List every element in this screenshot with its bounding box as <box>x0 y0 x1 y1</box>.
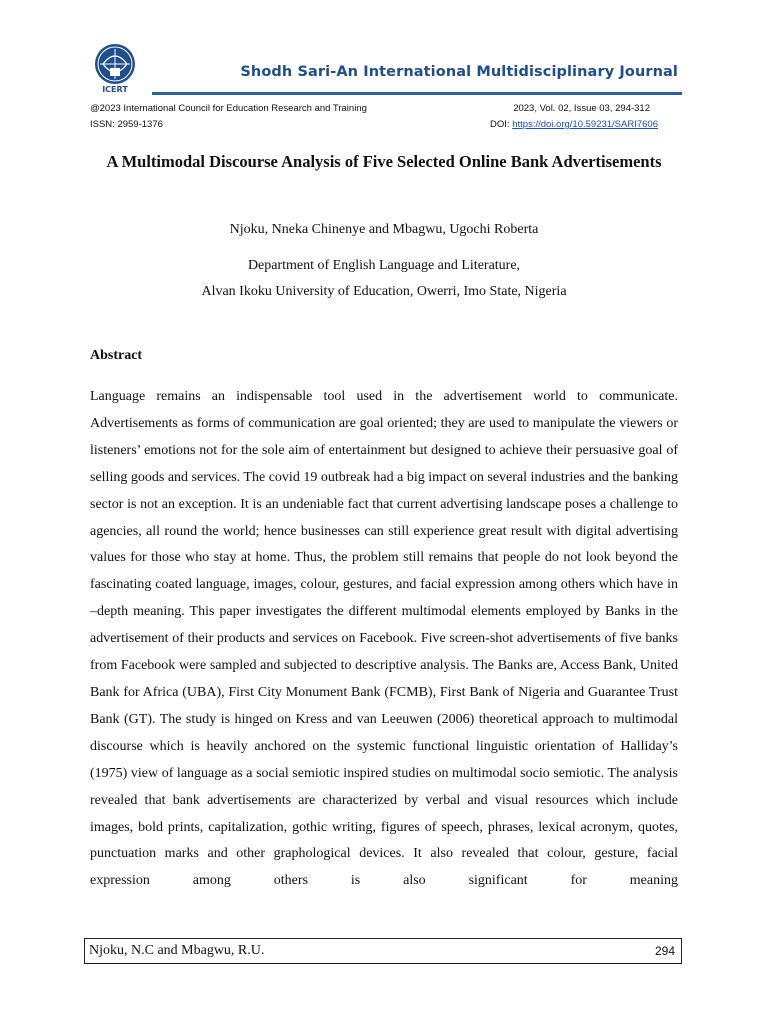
volume-line: 2023, Vol. 02, Issue 03, 294-312 <box>513 103 650 114</box>
abstract-heading: Abstract <box>90 348 143 363</box>
university-line: Alvan Ikoku University of Education, Owerri, Imo State, Nigeria <box>201 284 567 299</box>
issn-line: ISSN: 2959-1376 <box>90 119 163 130</box>
journal-header <box>0 0 768 130</box>
department-line: Department of English Language and Literature, <box>247 258 521 273</box>
doi-link[interactable]: https://doi.org/10.59231/SARI7606 <box>512 119 658 130</box>
header-divider <box>152 92 682 95</box>
page-footer <box>84 938 682 964</box>
footer-authors: Njoku, N.C and Mbagwu, R.U. <box>89 943 265 958</box>
abstract-body: Language remains an indispensable tool used in the advertisement world to communicate. Advertisements as forms of communication are goal oriented; they are used to manipulate the viewers or listeners’ emotions not for the sole aim of entertainment but designed to achieve their persuasive goal of selling goods and services. The covid 19 outbreak had a big impact on several industries and the banking sector is not an exception. It is an undeniable fact that current advertising landscape poses a challenge to agencies, all round the world; hence businesses can still experience great result with digital advertising values for those who stay at home. Thus, the problem still remains that people do not look beyond the fascinating coated language, images, colour, gestures, and facial expression among others which have in –depth meaning. This paper investigates the different multimodal elements employed by Banks in the advertisement of their products and services on Facebook. Five screen-shot advertisements of five banks from Facebook were sampled and subjected to descriptive analysis. The Banks are, Access Bank, United Bank for Africa (UBA), First City Monument Bank (FCMB), First Bank of Nigeria and Guarantee Trust Bank (GT). The study is hinged on Kress and van Leeuwen (2006) theoretical approach to multimodal discourse which is heavily anchored on the systemic functional linguistic orientation of Halliday’s (1975) view of language as a social semiotic inspired studies on multimodal socio semiotic. The analysis revealed that bank advertisements are characterized by verbal and visual resources which include images, bold prints, capitalization, gothic writing, figures of speech, phrases, lexical acronym, quotes, punctuation marks and other graphological devices. It also revealed that colour, gesture, facial expression among others is also significant for meaning <box>90 389 678 889</box>
page-number: 294 <box>654 944 675 958</box>
doi-line <box>490 119 658 130</box>
author-names: Njoku, Nneka Chinenye and Mbagwu, Ugochi Roberta <box>229 222 539 237</box>
doi-label: DOI: <box>490 119 513 130</box>
copyright-line: @2023 International Council for Education Research and Training <box>90 103 367 114</box>
icert-logo-icon <box>88 40 142 94</box>
logo-text: ICERT <box>102 85 128 94</box>
journal-title: Shodh Sari-An International Multidisciplinary Journal <box>240 64 678 80</box>
paper-title: A Multimodal Discourse Analysis of Five Selected Online Bank Advertisements <box>106 152 662 171</box>
